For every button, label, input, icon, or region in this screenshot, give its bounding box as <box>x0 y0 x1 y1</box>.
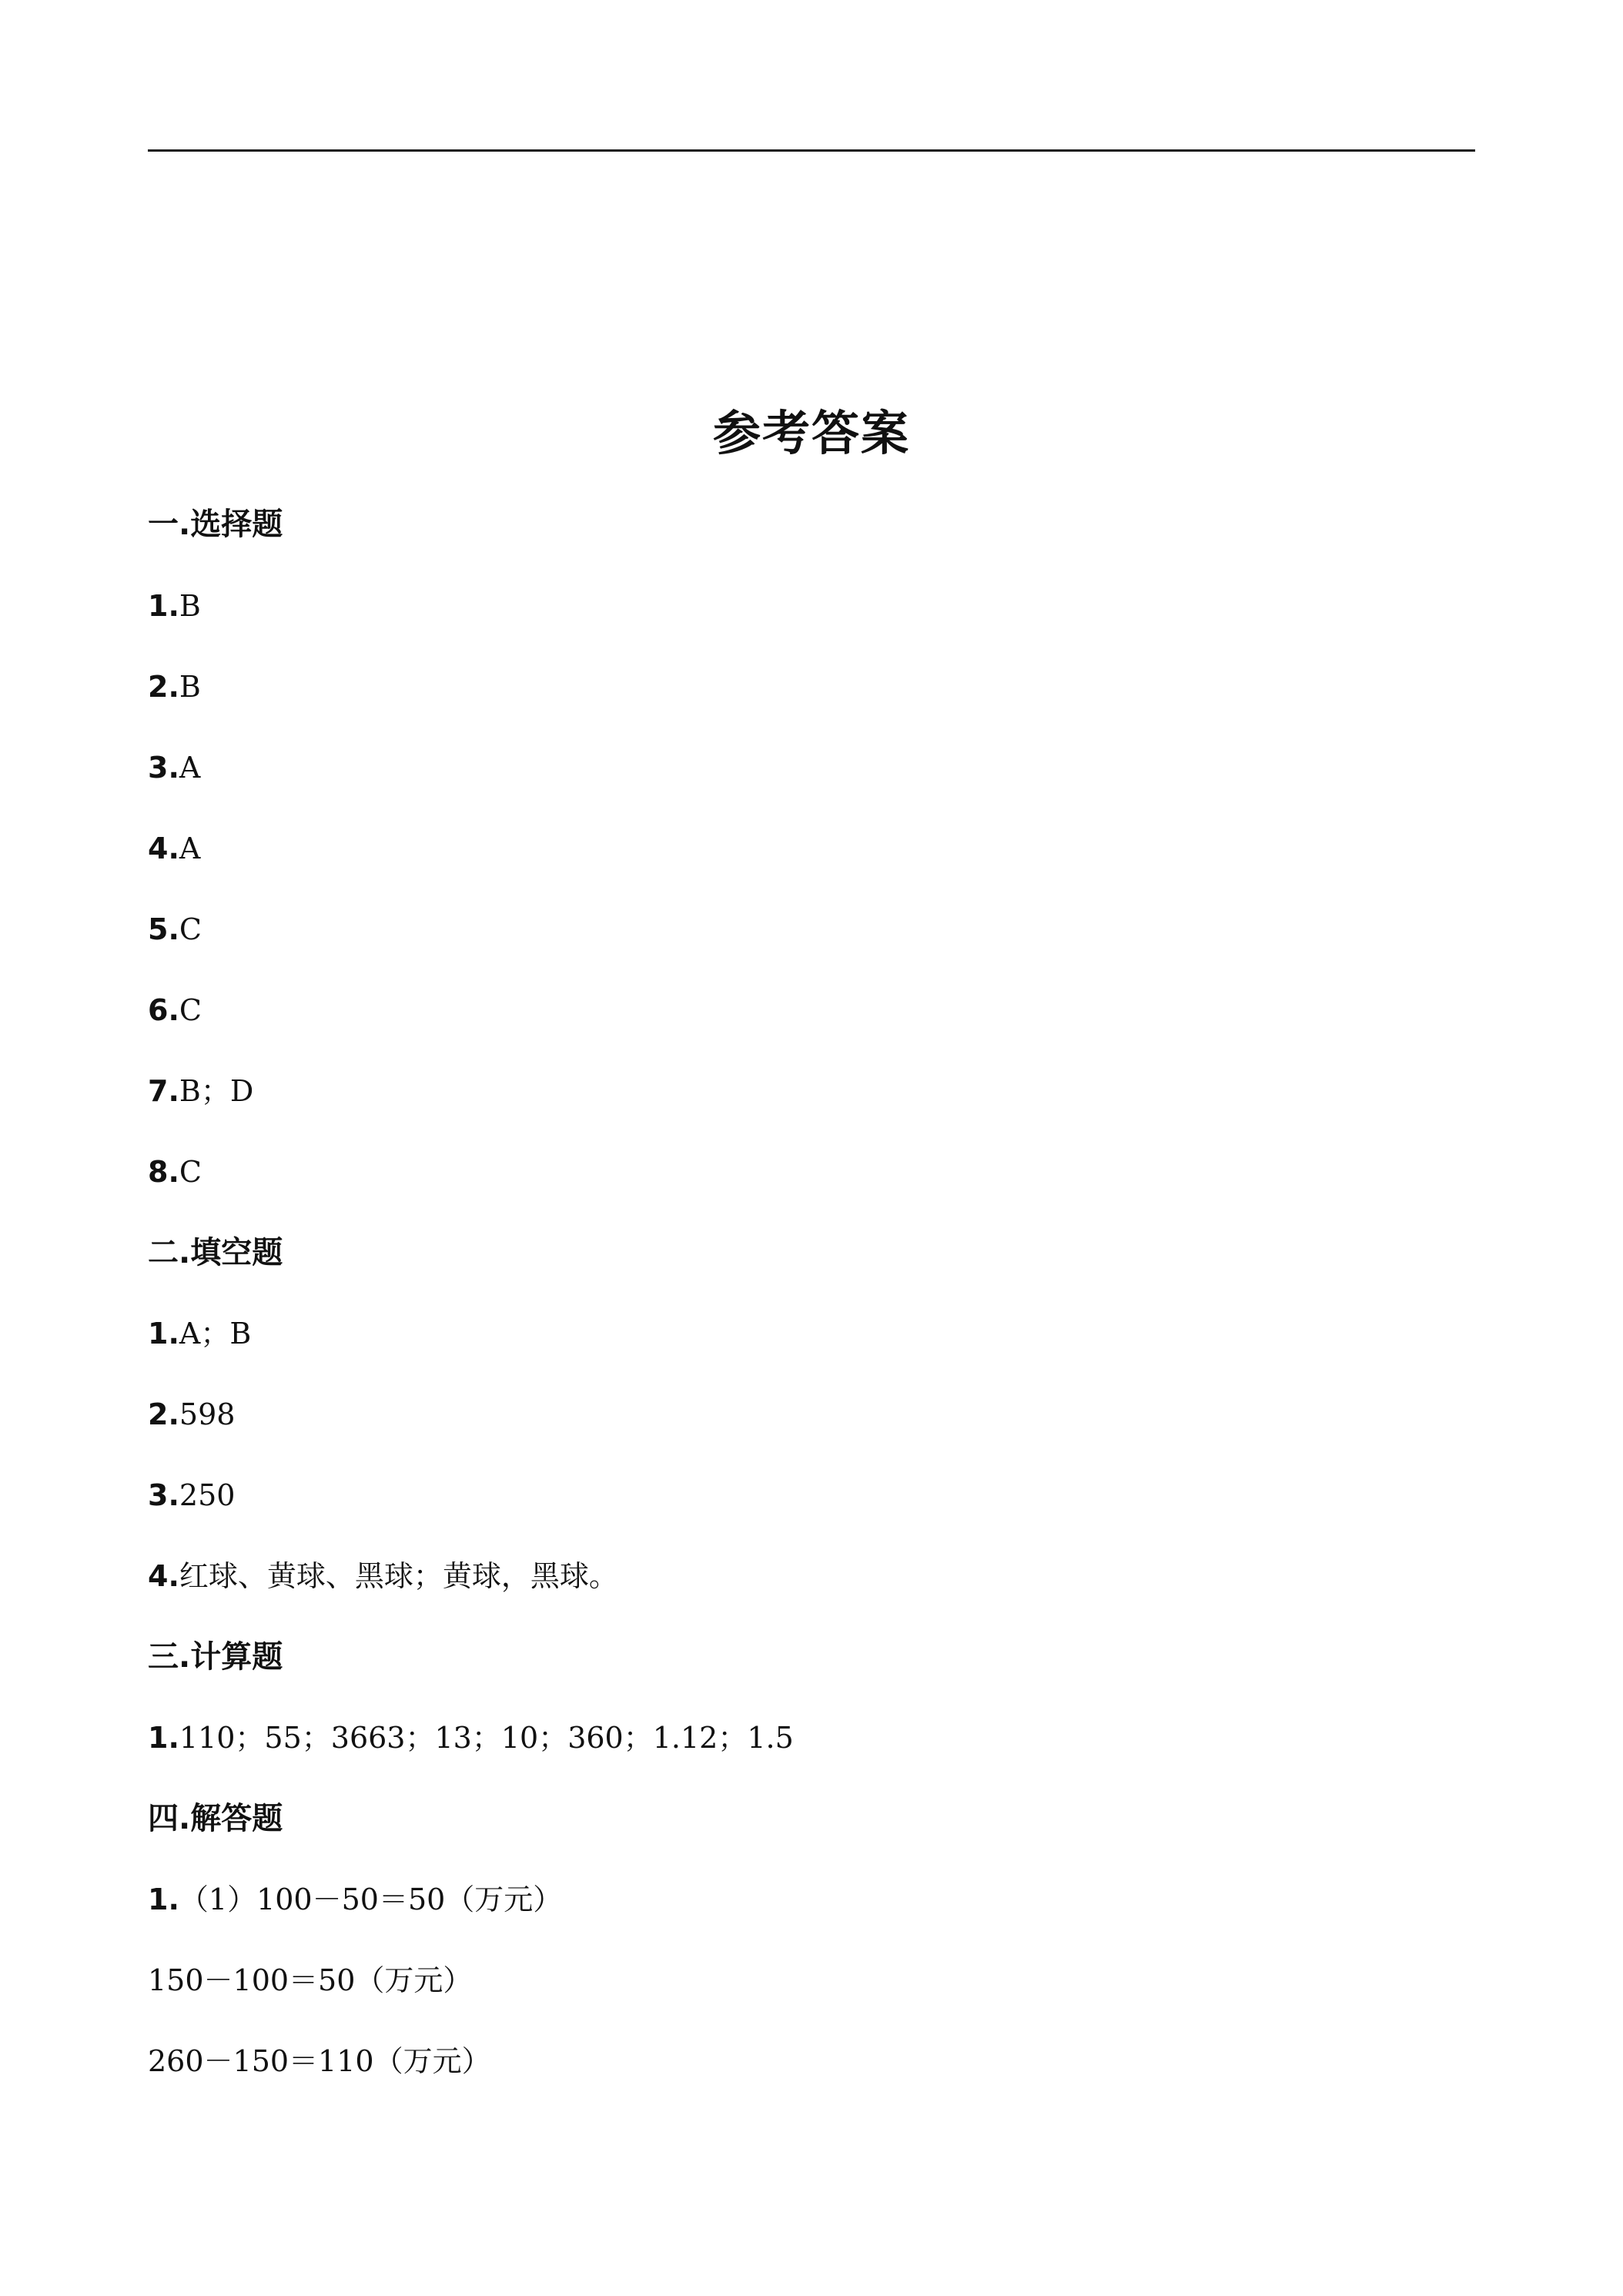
answer-item <box>148 1387 235 1441</box>
item-number: 2. <box>148 1397 179 1431</box>
answer-item <box>148 1711 794 1765</box>
answer-item <box>148 983 202 1037</box>
item-number: 7. <box>148 1074 179 1108</box>
answer-item <box>148 822 200 875</box>
answer-item <box>148 1307 251 1361</box>
section-heading-calc: 三.计算题 <box>148 1639 283 1675</box>
item-answer: A；B <box>179 1317 252 1350</box>
item-number: 1. <box>148 1883 179 1916</box>
item-answer: B <box>179 589 201 623</box>
item-number: 5. <box>148 912 179 946</box>
header-rule <box>148 149 1475 152</box>
item-answer: 红球、黄球、黑球；黄球，黑球。 <box>179 1559 618 1593</box>
item-answer: C <box>179 993 202 1027</box>
item-answer: A <box>179 751 201 785</box>
item-number: 3. <box>148 751 179 785</box>
answer-item <box>148 1873 562 1926</box>
item-answer: C <box>179 912 202 946</box>
solution-line: 150－100＝50（万元） <box>148 1963 473 1997</box>
item-number: 6. <box>148 993 179 1027</box>
item-number: 1. <box>148 589 179 623</box>
section-heading-solve: 四.解答题 <box>148 1801 283 1836</box>
item-answer: 598 <box>179 1397 236 1431</box>
item-number: 1. <box>148 1721 179 1755</box>
item-answer: A <box>179 832 201 865</box>
item-answer: 110；55；3663；13；10；360；1.12；1.5 <box>179 1721 794 1755</box>
item-answer: 250 <box>179 1478 236 1512</box>
item-answer: B；D <box>179 1074 254 1108</box>
item-answer: （1）100－50＝50（万元） <box>179 1883 563 1916</box>
item-number: 8. <box>148 1155 179 1189</box>
item-answer: B <box>179 670 201 704</box>
section-heading-choice: 一.选择题 <box>148 507 283 542</box>
answer-item <box>148 1468 235 1522</box>
answer-item <box>148 579 201 633</box>
item-number: 4. <box>148 832 179 865</box>
item-number: 4. <box>148 1559 179 1593</box>
section-heading-fill: 二.填空题 <box>148 1235 283 1270</box>
answer-item <box>148 902 202 956</box>
answer-item <box>148 660 201 714</box>
item-number: 3. <box>148 1478 179 1512</box>
solution-line: 260－150＝110（万元） <box>148 2044 491 2078</box>
answer-item <box>148 1064 253 1118</box>
item-answer: C <box>179 1155 202 1189</box>
answer-item <box>148 1145 202 1199</box>
page-title: 参考答案 <box>712 405 910 461</box>
answer-item <box>148 741 200 795</box>
item-number: 1. <box>148 1317 179 1350</box>
item-number: 2. <box>148 670 179 704</box>
answer-item <box>148 1549 618 1603</box>
